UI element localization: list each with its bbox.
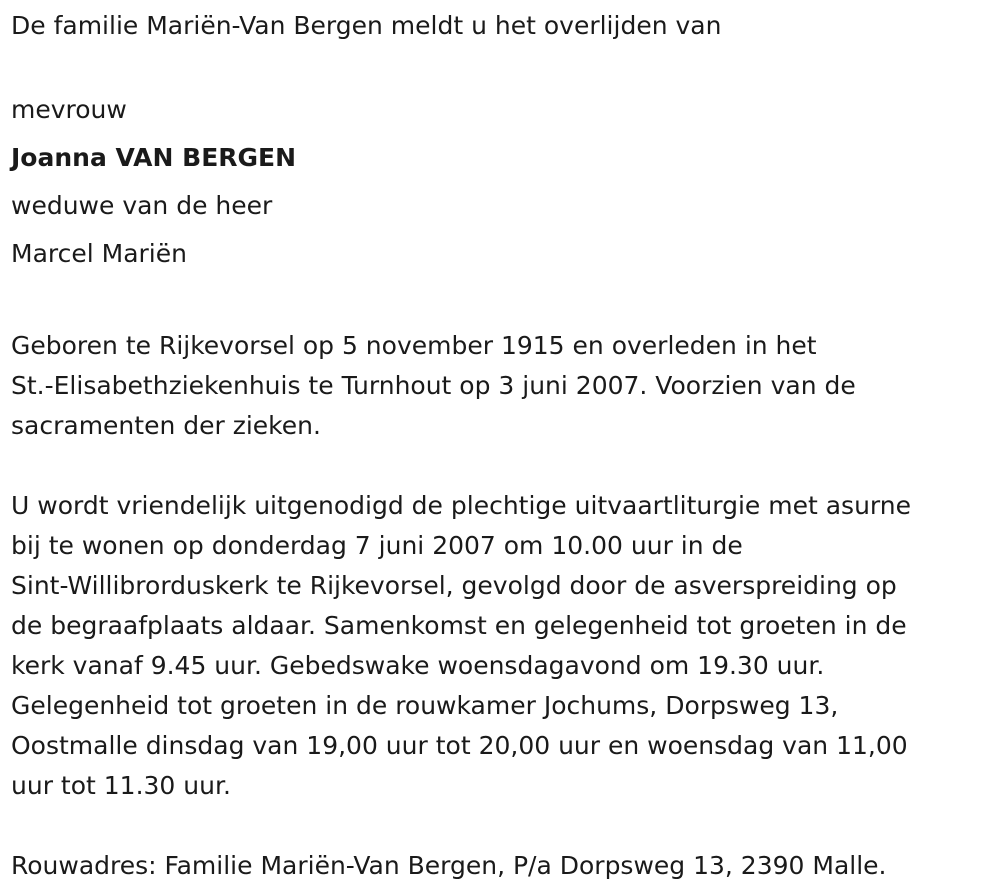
funeral-paragraph	[11, 486, 991, 806]
honorific: mevrouw	[11, 95, 127, 124]
paragraph-line: Oostmalle dinsdag van 19,00 uur tot 20,00 uur en woensdag van 11,00	[11, 731, 908, 760]
paragraph-line: bij te wonen op donderdag 7 juni 2007 om 10.00 uur in de	[11, 531, 743, 560]
intro-line: De familie Mariën-Van Bergen meldt u het overlijden van	[11, 11, 722, 40]
paragraph-line: St.-Elisabethziekenhuis te Turnhout op 3 juni 2007. Voorzien van de	[11, 371, 856, 400]
paragraph-line: U wordt vriendelijk uitgenodigd de plechtige uitvaartliturgie met asurne	[11, 491, 911, 520]
paragraph-line: uur tot 11.30 uur.	[11, 771, 231, 800]
mourning-address: Rouwadres: Familie Mariën-Van Bergen, P/a Dorpsweg 13, 2390 Malle.	[11, 851, 887, 880]
birth-death-paragraph	[11, 326, 991, 446]
spacer	[11, 806, 991, 846]
paragraph-line: Geboren te Rijkevorsel op 5 november 1915 en overleden in het	[11, 331, 817, 360]
paragraph-line: de begraafplaats aldaar. Samenkomst en gelegenheid tot groeten in de	[11, 611, 907, 640]
obituary-notice	[11, 6, 991, 886]
paragraph-line: Gelegenheid tot groeten in de rouwkamer Jochums, Dorpsweg 13,	[11, 691, 839, 720]
paragraph-line: sacramenten der zieken.	[11, 411, 321, 440]
spacer	[11, 286, 991, 326]
relation-line: weduwe van de heer	[11, 191, 273, 220]
spacer	[11, 446, 991, 486]
spacer	[11, 278, 991, 286]
paragraph-line: kerk vanaf 9.45 uur. Gebedswake woensdagavond om 19.30 uur.	[11, 651, 825, 680]
deceased-block	[11, 86, 991, 278]
spacer	[11, 46, 991, 86]
paragraph-line: Sint-Willibrorduskerk te Rijkevorsel, gevolgd door de asverspreiding op	[11, 571, 897, 600]
deceased-name: Joanna VAN BERGEN	[11, 143, 297, 172]
spouse-name: Marcel Mariën	[11, 239, 187, 268]
